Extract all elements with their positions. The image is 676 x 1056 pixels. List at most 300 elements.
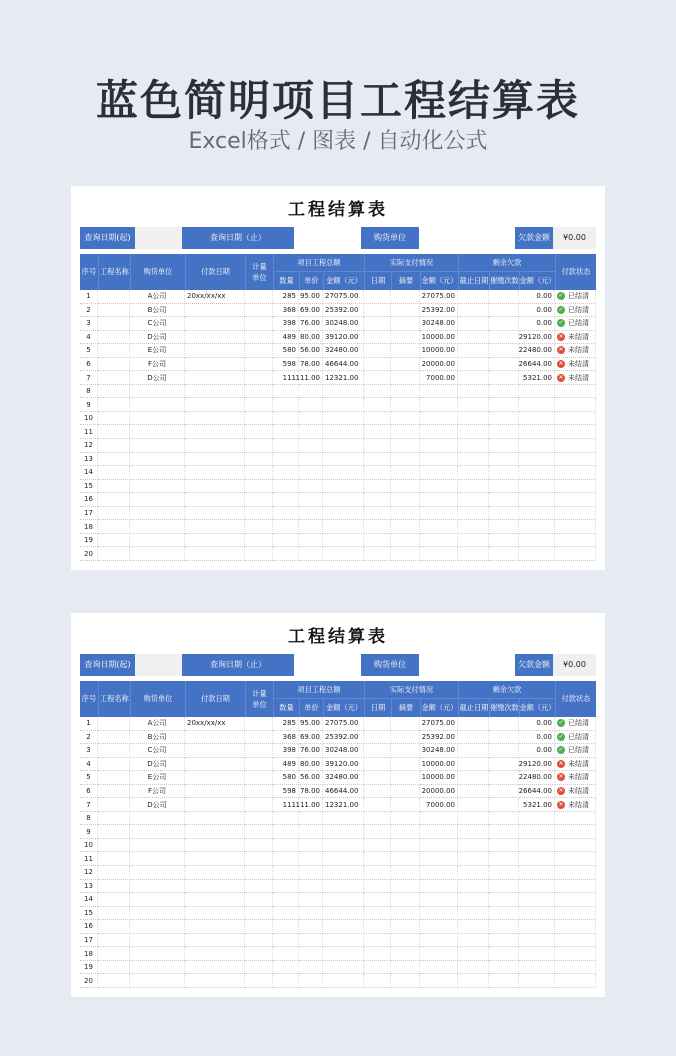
cell-status[interactable]: [555, 385, 596, 399]
cell-qty[interactable]: 489: [273, 758, 299, 772]
cell-price[interactable]: [299, 839, 323, 853]
cell-date[interactable]: [364, 534, 391, 548]
cell-remind[interactable]: [489, 839, 519, 853]
cell-buyer[interactable]: [130, 412, 185, 426]
cell-project-name[interactable]: [98, 331, 130, 345]
cell-price[interactable]: [299, 453, 323, 467]
cell-qty[interactable]: [273, 385, 299, 399]
cell-seq[interactable]: 6: [80, 785, 98, 799]
cell-pay-date[interactable]: [185, 907, 245, 921]
cell-project-name[interactable]: [98, 812, 130, 826]
cell-date[interactable]: [364, 290, 391, 304]
cell-qty[interactable]: [273, 425, 299, 439]
cell-summary[interactable]: [391, 947, 420, 961]
cell-total[interactable]: [323, 398, 364, 412]
cell-buyer[interactable]: [130, 385, 185, 399]
cell-seq[interactable]: 10: [80, 839, 98, 853]
cell-date[interactable]: [364, 507, 391, 521]
cell-status[interactable]: [555, 880, 596, 894]
cell-project-name[interactable]: [98, 744, 130, 758]
cell-summary[interactable]: [391, 880, 420, 894]
cell-total[interactable]: [323, 520, 364, 534]
cell-price[interactable]: 95.00: [299, 717, 323, 731]
cell-unit[interactable]: [245, 974, 273, 988]
cell-remaining[interactable]: 22480.00: [519, 771, 555, 785]
cell-status[interactable]: [555, 744, 596, 758]
cell-total[interactable]: 27075.00: [323, 717, 364, 731]
cell-status[interactable]: [555, 493, 596, 507]
cell-seq[interactable]: 17: [80, 934, 98, 948]
cell-qty[interactable]: [273, 839, 299, 853]
cell-project-name[interactable]: [98, 534, 130, 548]
cell-qty[interactable]: 368: [273, 731, 299, 745]
cell-seq[interactable]: 6: [80, 358, 98, 372]
cell-unit[interactable]: [245, 358, 273, 372]
cell-date[interactable]: [364, 731, 391, 745]
cell-pay-date[interactable]: [185, 493, 245, 507]
cell-seq[interactable]: 14: [80, 466, 98, 480]
cell-buyer[interactable]: [130, 907, 185, 921]
cell-deadline[interactable]: [458, 880, 489, 894]
cell-total[interactable]: [323, 547, 364, 561]
cell-total[interactable]: [323, 825, 364, 839]
cell-project-name[interactable]: [98, 371, 130, 385]
cell-price[interactable]: [299, 893, 323, 907]
cell-summary[interactable]: [391, 507, 420, 521]
buyer-input[interactable]: [419, 227, 515, 249]
cell-remind[interactable]: [489, 785, 519, 799]
cell-qty[interactable]: 285: [273, 290, 299, 304]
cell-paid[interactable]: [420, 880, 458, 894]
cell-buyer[interactable]: [130, 534, 185, 548]
cell-buyer[interactable]: [130, 974, 185, 988]
cell-qty[interactable]: 398: [273, 744, 299, 758]
cell-deadline[interactable]: [458, 507, 489, 521]
cell-remind[interactable]: [489, 358, 519, 372]
cell-qty[interactable]: 285: [273, 717, 299, 731]
cell-summary[interactable]: [391, 358, 420, 372]
cell-deadline[interactable]: [458, 839, 489, 853]
cell-remaining[interactable]: [519, 520, 555, 534]
cell-project-name[interactable]: [98, 771, 130, 785]
cell-paid[interactable]: [420, 893, 458, 907]
cell-date[interactable]: [364, 825, 391, 839]
cell-summary[interactable]: [391, 866, 420, 880]
cell-paid[interactable]: [420, 839, 458, 853]
cell-price[interactable]: [299, 934, 323, 948]
cell-pay-date[interactable]: [185, 439, 245, 453]
cell-date[interactable]: [364, 785, 391, 799]
cell-project-name[interactable]: [98, 947, 130, 961]
cell-paid[interactable]: [420, 425, 458, 439]
cell-project-name[interactable]: [98, 880, 130, 894]
cell-total[interactable]: 27075.00: [323, 290, 364, 304]
cell-remind[interactable]: [489, 812, 519, 826]
cell-buyer[interactable]: [130, 425, 185, 439]
cell-price[interactable]: 76.00: [299, 744, 323, 758]
cell-remind[interactable]: [489, 385, 519, 399]
cell-remind[interactable]: [489, 290, 519, 304]
cell-summary[interactable]: [391, 731, 420, 745]
date-start-input[interactable]: [135, 654, 182, 676]
cell-deadline[interactable]: [458, 453, 489, 467]
cell-date[interactable]: [364, 344, 391, 358]
cell-project-name[interactable]: [98, 507, 130, 521]
cell-date[interactable]: [364, 331, 391, 345]
cell-summary[interactable]: [391, 839, 420, 853]
cell-remind[interactable]: [489, 547, 519, 561]
cell-paid[interactable]: [420, 947, 458, 961]
cell-date[interactable]: [364, 425, 391, 439]
cell-status[interactable]: [555, 852, 596, 866]
cell-date[interactable]: [364, 493, 391, 507]
cell-summary[interactable]: [391, 290, 420, 304]
cell-price[interactable]: [299, 852, 323, 866]
cell-seq[interactable]: 1: [80, 290, 98, 304]
cell-total[interactable]: [323, 812, 364, 826]
cell-pay-date[interactable]: [185, 453, 245, 467]
cell-paid[interactable]: [420, 852, 458, 866]
cell-buyer[interactable]: [130, 825, 185, 839]
cell-paid[interactable]: 30248.00: [420, 744, 458, 758]
cell-pay-date[interactable]: [185, 758, 245, 772]
cell-project-name[interactable]: [98, 798, 130, 812]
cell-unit[interactable]: [245, 744, 273, 758]
cell-buyer[interactable]: [130, 934, 185, 948]
cell-price[interactable]: [299, 547, 323, 561]
cell-seq[interactable]: 8: [80, 385, 98, 399]
cell-qty[interactable]: 111: [273, 371, 299, 385]
cell-paid[interactable]: [420, 961, 458, 975]
cell-deadline[interactable]: [458, 466, 489, 480]
cell-price[interactable]: 80.00: [299, 331, 323, 345]
cell-summary[interactable]: [391, 798, 420, 812]
cell-total[interactable]: [323, 507, 364, 521]
cell-date[interactable]: [364, 317, 391, 331]
cell-total[interactable]: [323, 412, 364, 426]
cell-buyer[interactable]: B公司: [130, 304, 185, 318]
cell-summary[interactable]: [391, 974, 420, 988]
cell-qty[interactable]: 368: [273, 304, 299, 318]
cell-deadline[interactable]: [458, 907, 489, 921]
cell-qty[interactable]: [273, 893, 299, 907]
cell-qty[interactable]: [273, 866, 299, 880]
cell-project-name[interactable]: [98, 839, 130, 853]
cell-qty[interactable]: [273, 880, 299, 894]
cell-price[interactable]: 95.00: [299, 290, 323, 304]
cell-summary[interactable]: [391, 493, 420, 507]
cell-remaining[interactable]: 0.00: [519, 304, 555, 318]
cell-date[interactable]: [364, 385, 391, 399]
cell-deadline[interactable]: [458, 866, 489, 880]
cell-date[interactable]: [364, 744, 391, 758]
cell-remaining[interactable]: 5321.00: [519, 371, 555, 385]
cell-project-name[interactable]: [98, 974, 130, 988]
cell-remaining[interactable]: [519, 839, 555, 853]
cell-unit[interactable]: [245, 385, 273, 399]
cell-date[interactable]: [364, 466, 391, 480]
cell-paid[interactable]: 20000.00: [420, 785, 458, 799]
cell-deadline[interactable]: [458, 331, 489, 345]
cell-qty[interactable]: [273, 507, 299, 521]
cell-summary[interactable]: [391, 331, 420, 345]
cell-status[interactable]: [555, 866, 596, 880]
cell-remind[interactable]: [489, 412, 519, 426]
cell-pay-date[interactable]: [185, 480, 245, 494]
cell-unit[interactable]: [245, 852, 273, 866]
cell-project-name[interactable]: [98, 907, 130, 921]
cell-remaining[interactable]: [519, 880, 555, 894]
cell-seq[interactable]: 13: [80, 453, 98, 467]
cell-seq[interactable]: 17: [80, 507, 98, 521]
cell-unit[interactable]: [245, 344, 273, 358]
cell-total[interactable]: [323, 947, 364, 961]
cell-unit[interactable]: [245, 934, 273, 948]
cell-qty[interactable]: [273, 961, 299, 975]
cell-price[interactable]: 111.00: [299, 798, 323, 812]
cell-remaining[interactable]: 22480.00: [519, 344, 555, 358]
cell-unit[interactable]: [245, 453, 273, 467]
cell-summary[interactable]: [391, 907, 420, 921]
cell-total[interactable]: [323, 534, 364, 548]
cell-pay-date[interactable]: [185, 385, 245, 399]
cell-status[interactable]: [555, 304, 596, 318]
cell-paid[interactable]: 10000.00: [420, 344, 458, 358]
cell-remaining[interactable]: 29120.00: [519, 331, 555, 345]
cell-summary[interactable]: [391, 825, 420, 839]
cell-qty[interactable]: [273, 974, 299, 988]
cell-pay-date[interactable]: [185, 331, 245, 345]
cell-qty[interactable]: 598: [273, 358, 299, 372]
cell-remaining[interactable]: [519, 907, 555, 921]
cell-buyer[interactable]: D公司: [130, 758, 185, 772]
cell-project-name[interactable]: [98, 934, 130, 948]
cell-total[interactable]: [323, 880, 364, 894]
cell-paid[interactable]: 27075.00: [420, 290, 458, 304]
cell-remind[interactable]: [489, 907, 519, 921]
cell-date[interactable]: [364, 920, 391, 934]
cell-paid[interactable]: [420, 453, 458, 467]
cell-total[interactable]: 25392.00: [323, 731, 364, 745]
cell-pay-date[interactable]: [185, 812, 245, 826]
cell-price[interactable]: 80.00: [299, 758, 323, 772]
cell-project-name[interactable]: [98, 453, 130, 467]
cell-remaining[interactable]: [519, 439, 555, 453]
cell-total[interactable]: [323, 893, 364, 907]
cell-paid[interactable]: [420, 439, 458, 453]
cell-date[interactable]: [364, 771, 391, 785]
cell-paid[interactable]: 10000.00: [420, 758, 458, 772]
cell-status[interactable]: [555, 961, 596, 975]
cell-qty[interactable]: 489: [273, 331, 299, 345]
cell-price[interactable]: [299, 412, 323, 426]
cell-summary[interactable]: [391, 304, 420, 318]
cell-qty[interactable]: [273, 480, 299, 494]
cell-remind[interactable]: [489, 866, 519, 880]
cell-status[interactable]: [555, 758, 596, 772]
cell-paid[interactable]: [420, 493, 458, 507]
cell-project-name[interactable]: [98, 866, 130, 880]
cell-date[interactable]: [364, 304, 391, 318]
cell-paid[interactable]: [420, 480, 458, 494]
cell-deadline[interactable]: [458, 317, 489, 331]
cell-qty[interactable]: [273, 439, 299, 453]
cell-seq[interactable]: 18: [80, 520, 98, 534]
cell-buyer[interactable]: [130, 466, 185, 480]
cell-total[interactable]: [323, 839, 364, 853]
cell-date[interactable]: [364, 852, 391, 866]
cell-seq[interactable]: 12: [80, 866, 98, 880]
cell-pay-date[interactable]: [185, 358, 245, 372]
cell-remaining[interactable]: 0.00: [519, 290, 555, 304]
cell-deadline[interactable]: [458, 758, 489, 772]
cell-remind[interactable]: [489, 317, 519, 331]
cell-remaining[interactable]: 0.00: [519, 717, 555, 731]
cell-summary[interactable]: [391, 717, 420, 731]
cell-date[interactable]: [364, 974, 391, 988]
cell-project-name[interactable]: [98, 731, 130, 745]
cell-paid[interactable]: 10000.00: [420, 771, 458, 785]
cell-seq[interactable]: 2: [80, 304, 98, 318]
cell-qty[interactable]: [273, 934, 299, 948]
cell-summary[interactable]: [391, 758, 420, 772]
cell-buyer[interactable]: D公司: [130, 331, 185, 345]
cell-deadline[interactable]: [458, 893, 489, 907]
cell-status[interactable]: [555, 825, 596, 839]
cell-remaining[interactable]: 29120.00: [519, 758, 555, 772]
cell-project-name[interactable]: [98, 825, 130, 839]
cell-paid[interactable]: [420, 825, 458, 839]
cell-project-name[interactable]: [98, 290, 130, 304]
cell-unit[interactable]: [245, 839, 273, 853]
cell-price[interactable]: [299, 947, 323, 961]
cell-remind[interactable]: [489, 480, 519, 494]
cell-unit[interactable]: [245, 493, 273, 507]
cell-unit[interactable]: [245, 425, 273, 439]
cell-pay-date[interactable]: [185, 398, 245, 412]
cell-remind[interactable]: [489, 466, 519, 480]
cell-unit[interactable]: [245, 520, 273, 534]
cell-seq[interactable]: 9: [80, 825, 98, 839]
cell-deadline[interactable]: [458, 547, 489, 561]
cell-project-name[interactable]: [98, 480, 130, 494]
cell-total[interactable]: [323, 934, 364, 948]
cell-total[interactable]: [323, 961, 364, 975]
cell-paid[interactable]: [420, 907, 458, 921]
cell-total[interactable]: [323, 493, 364, 507]
cell-paid[interactable]: [420, 974, 458, 988]
cell-date[interactable]: [364, 717, 391, 731]
cell-remaining[interactable]: 0.00: [519, 317, 555, 331]
cell-pay-date[interactable]: [185, 947, 245, 961]
cell-deadline[interactable]: [458, 812, 489, 826]
cell-summary[interactable]: [391, 812, 420, 826]
cell-deadline[interactable]: [458, 371, 489, 385]
cell-buyer[interactable]: [130, 547, 185, 561]
cell-unit[interactable]: [245, 480, 273, 494]
cell-date[interactable]: [364, 358, 391, 372]
cell-remind[interactable]: [489, 974, 519, 988]
cell-status[interactable]: [555, 507, 596, 521]
cell-summary[interactable]: [391, 480, 420, 494]
cell-deadline[interactable]: [458, 731, 489, 745]
cell-unit[interactable]: [245, 412, 273, 426]
cell-status[interactable]: [555, 331, 596, 345]
cell-summary[interactable]: [391, 534, 420, 548]
cell-status[interactable]: [555, 425, 596, 439]
cell-qty[interactable]: [273, 852, 299, 866]
cell-seq[interactable]: 18: [80, 947, 98, 961]
cell-remaining[interactable]: [519, 466, 555, 480]
cell-price[interactable]: 76.00: [299, 317, 323, 331]
cell-summary[interactable]: [391, 344, 420, 358]
cell-total[interactable]: 46644.00: [323, 785, 364, 799]
cell-remaining[interactable]: [519, 453, 555, 467]
cell-unit[interactable]: [245, 785, 273, 799]
buyer-input[interactable]: [419, 654, 515, 676]
cell-status[interactable]: [555, 812, 596, 826]
cell-date[interactable]: [364, 880, 391, 894]
cell-qty[interactable]: [273, 907, 299, 921]
cell-price[interactable]: [299, 961, 323, 975]
cell-seq[interactable]: 13: [80, 880, 98, 894]
cell-price[interactable]: 111.00: [299, 371, 323, 385]
cell-status[interactable]: [555, 358, 596, 372]
cell-status[interactable]: [555, 398, 596, 412]
cell-paid[interactable]: 25392.00: [420, 304, 458, 318]
cell-remind[interactable]: [489, 507, 519, 521]
cell-paid[interactable]: [420, 812, 458, 826]
cell-seq[interactable]: 1: [80, 717, 98, 731]
cell-total[interactable]: [323, 852, 364, 866]
cell-remind[interactable]: [489, 439, 519, 453]
cell-summary[interactable]: [391, 893, 420, 907]
cell-seq[interactable]: 5: [80, 344, 98, 358]
cell-qty[interactable]: [273, 534, 299, 548]
cell-date[interactable]: [364, 439, 391, 453]
cell-seq[interactable]: 3: [80, 744, 98, 758]
cell-deadline[interactable]: [458, 974, 489, 988]
cell-deadline[interactable]: [458, 412, 489, 426]
cell-deadline[interactable]: [458, 439, 489, 453]
cell-date[interactable]: [364, 812, 391, 826]
cell-deadline[interactable]: [458, 798, 489, 812]
cell-status[interactable]: [555, 920, 596, 934]
cell-seq[interactable]: 12: [80, 439, 98, 453]
cell-pay-date[interactable]: [185, 547, 245, 561]
cell-summary[interactable]: [391, 453, 420, 467]
cell-pay-date[interactable]: [185, 839, 245, 853]
cell-summary[interactable]: [391, 547, 420, 561]
cell-qty[interactable]: [273, 920, 299, 934]
cell-date[interactable]: [364, 412, 391, 426]
cell-remaining[interactable]: [519, 893, 555, 907]
cell-total[interactable]: 25392.00: [323, 304, 364, 318]
cell-buyer[interactable]: A公司: [130, 290, 185, 304]
cell-seq[interactable]: 14: [80, 893, 98, 907]
cell-price[interactable]: [299, 534, 323, 548]
cell-paid[interactable]: [420, 466, 458, 480]
cell-deadline[interactable]: [458, 493, 489, 507]
cell-deadline[interactable]: [458, 785, 489, 799]
cell-total[interactable]: 30248.00: [323, 317, 364, 331]
cell-price[interactable]: 69.00: [299, 731, 323, 745]
cell-seq[interactable]: 20: [80, 974, 98, 988]
cell-summary[interactable]: [391, 371, 420, 385]
cell-remind[interactable]: [489, 744, 519, 758]
cell-remaining[interactable]: [519, 812, 555, 826]
cell-summary[interactable]: [391, 744, 420, 758]
